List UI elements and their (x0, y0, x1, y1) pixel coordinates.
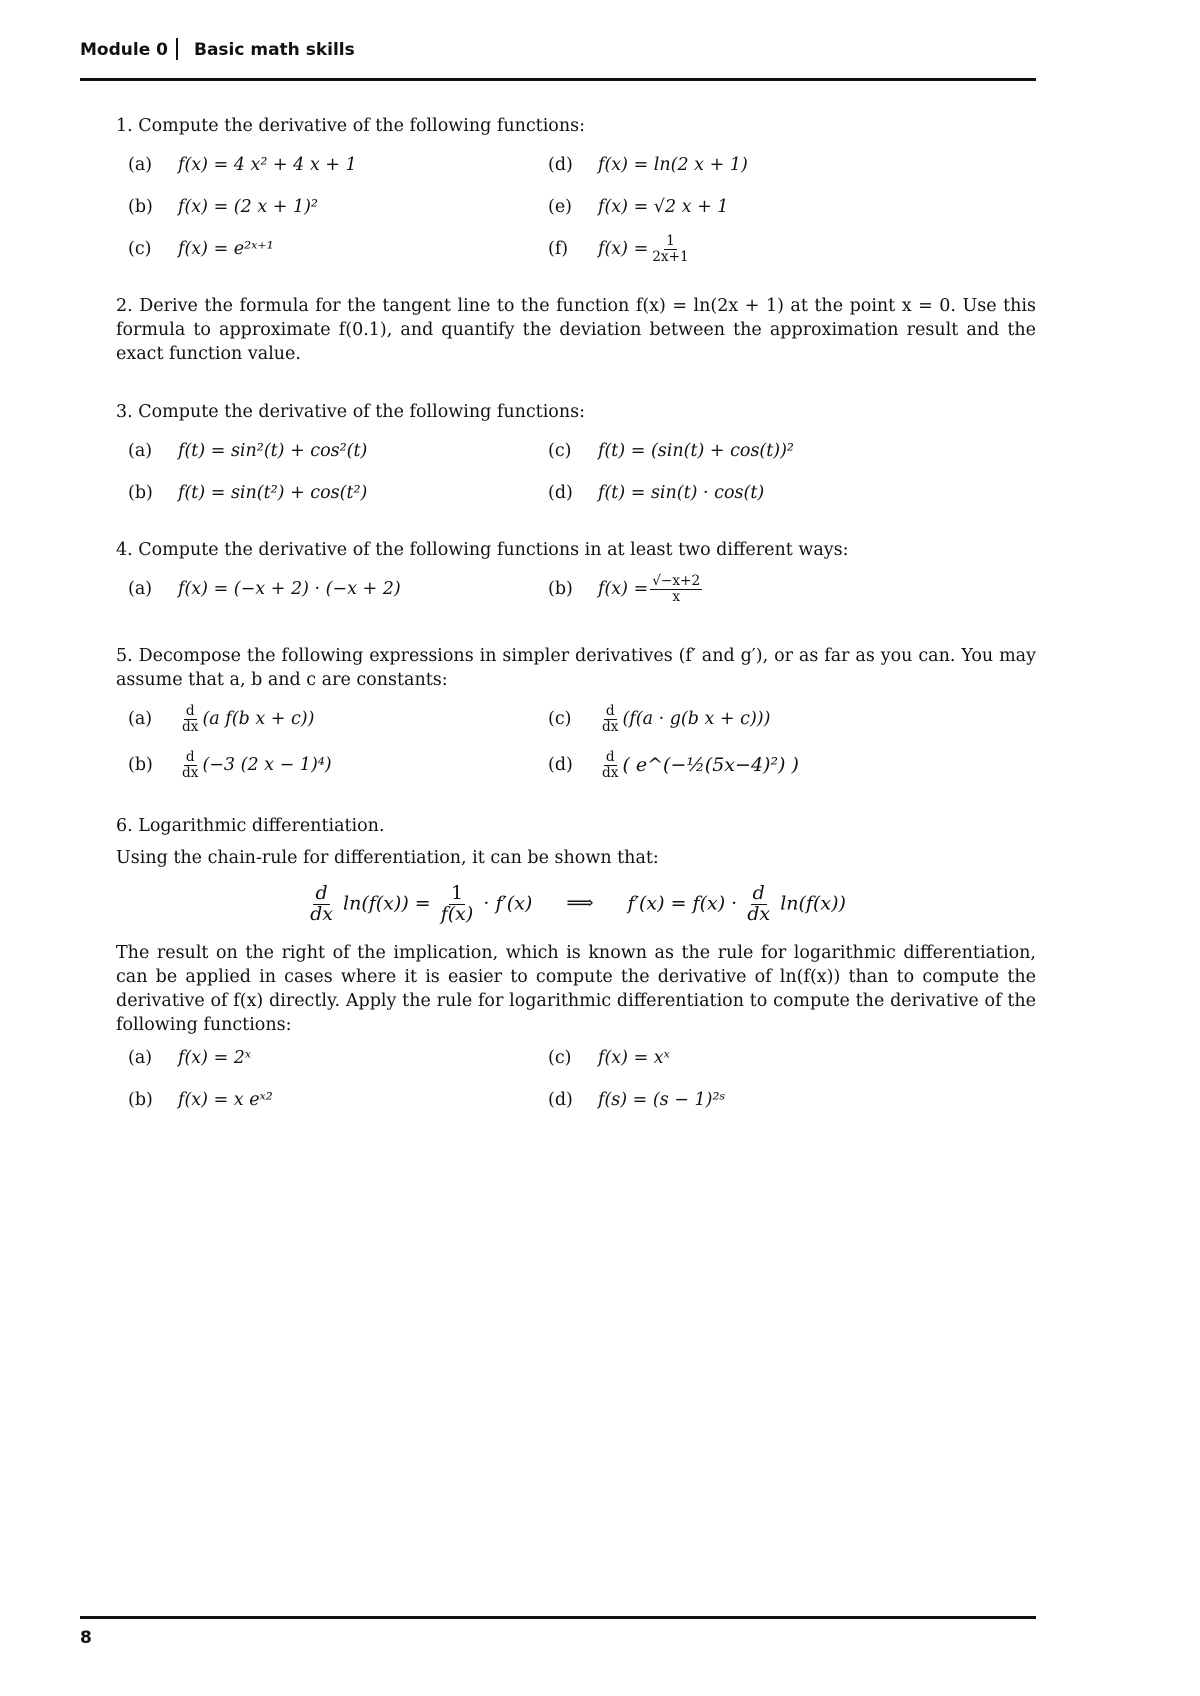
derivative-operator (600, 750, 620, 780)
list-item (128, 144, 548, 186)
section-title: Basic math skills (194, 40, 355, 60)
list-item (548, 698, 968, 740)
list-item (548, 186, 968, 228)
fraction-numerator: d (605, 703, 615, 720)
item-expression: f(x) = (−x + 2) · (−x + 2) (178, 579, 401, 599)
list-item (128, 698, 548, 740)
item-label: (d) (548, 755, 573, 775)
fraction-denominator: dx (182, 764, 199, 781)
item-label: (e) (548, 197, 573, 217)
fraction-denominator: 2x+1 (652, 248, 689, 265)
running-header (80, 36, 1036, 80)
display-equation (116, 884, 1036, 925)
question-1-items (128, 144, 1036, 270)
list-item (128, 568, 548, 610)
item-label: (f) (548, 239, 569, 259)
item-expression: f(t) = (sin(t) + cos(t))² (598, 441, 794, 461)
item-label: (c) (548, 1047, 572, 1068)
question-4-items (128, 568, 1036, 610)
fraction-numerator: d (605, 749, 615, 766)
item-label: (a) (128, 709, 153, 729)
item-expression: ( e^(−½(5x−4)²) ) (622, 754, 799, 776)
fraction-numerator: d (752, 882, 765, 904)
fraction-denominator: dx (747, 902, 771, 925)
item-label: (d) (548, 155, 573, 175)
list-item (128, 1079, 548, 1121)
item-expression: f(x) = 4 x² + 4 x + 1 (178, 155, 357, 175)
question-3-items (128, 430, 1036, 514)
item-label: (a) (128, 441, 153, 461)
item-expression: f(x) = xˣ (598, 1047, 670, 1068)
derivative-operator (600, 704, 620, 734)
item-label: (a) (128, 579, 153, 599)
footer-rule (80, 1616, 1036, 1619)
item-expression: (a f(b x + c)) (202, 709, 315, 729)
list-item (128, 430, 548, 472)
fraction-numerator: 1 (666, 233, 675, 250)
equation-term: ln(f(x)) (780, 892, 846, 915)
fraction (650, 574, 702, 604)
list-item (548, 740, 968, 790)
list-item (548, 472, 968, 514)
page-number: 8 (80, 1628, 92, 1648)
question-6-paragraph: The result on the right of the implication, which is known as the rule for logarithmic differentiation, can be applied in cases where it is easier to compute the derivative of ln(f(x)) than to compute the derivative of f(x) directly. Apply the rule for logarithmic differentiation to compute the derivative of the following functions: (116, 942, 1036, 1035)
module-label: Module 0 (80, 40, 168, 60)
item-expression: f(x) = e²ˣ⁺¹ (178, 239, 274, 259)
question-1-text: 1. Compute the derivative of the following functions: (116, 116, 585, 136)
header-separator (176, 38, 178, 60)
question-5-items (128, 698, 1036, 790)
fraction-numerator: d (185, 703, 195, 720)
list-item (548, 568, 968, 610)
question-1 (116, 114, 1036, 270)
item-expression: f(x) = √2 x + 1 (598, 197, 729, 217)
list-item (548, 144, 968, 186)
list-item (548, 430, 968, 472)
question-5-text: 5. Decompose the following expressions in simpler derivatives (f′ and g′), or as far as you can. You may assume that a, b and c are constants: (116, 646, 1036, 690)
list-item (128, 228, 548, 270)
item-label: (c) (128, 239, 152, 259)
fraction-numerator: d (315, 882, 328, 904)
item-label: (b) (128, 197, 153, 217)
item-expression: f(t) = sin(t) · cos(t) (598, 483, 765, 503)
question-2-text: 2. Derive the formula for the tangent line to the function f(x) = ln(2x + 1) at the point x = 0. Use this formula to approximate f(0.1), and quantify the deviation between the approximation result and the exact function value. (116, 296, 1036, 364)
implies-symbol: ⟹ (566, 892, 594, 915)
list-item (548, 1079, 968, 1121)
derivative-operator (180, 750, 200, 780)
item-label: (a) (128, 1047, 153, 1068)
fraction (439, 884, 476, 925)
fraction-denominator: x (672, 588, 681, 605)
item-expression: f(x) = (598, 579, 649, 599)
fraction-denominator: dx (602, 718, 619, 735)
fraction-numerator: 1 (450, 882, 464, 904)
question-2 (116, 294, 1036, 366)
equation-term: · f′(x) (483, 892, 533, 915)
question-6 (116, 814, 1036, 1121)
list-item (128, 186, 548, 228)
fraction-denominator: dx (182, 718, 199, 735)
item-label: (c) (548, 709, 572, 729)
equation-rhs: f′(x) = f(x) · (627, 892, 738, 915)
question-6-intro: Using the chain-rule for differentiation, it can be shown that: (116, 848, 659, 868)
question-4 (116, 538, 1036, 610)
list-item (128, 1037, 548, 1079)
question-3-text: 3. Compute the derivative of the following functions: (116, 402, 585, 422)
question-6-title: 6. Logarithmic differentiation. (116, 816, 385, 836)
item-expression: f(t) = sin²(t) + cos²(t) (178, 441, 368, 461)
equation-lhs: ln(f(x)) = (343, 892, 431, 915)
list-item (128, 472, 548, 514)
derivative-operator (180, 704, 200, 734)
fraction (650, 234, 690, 264)
header-rule (80, 78, 1036, 81)
question-4-text: 4. Compute the derivative of the following functions in at least two different ways: (116, 540, 849, 560)
derivative-operator (308, 884, 335, 925)
item-label: (d) (548, 483, 573, 503)
fraction-denominator: dx (310, 902, 333, 925)
item-label: (a) (128, 155, 153, 175)
exercise-content (116, 114, 1036, 1129)
fraction-denominator: f(x) (440, 902, 474, 925)
list-item (128, 740, 548, 790)
question-3 (116, 400, 1036, 514)
item-expression: f(x) = ln(2 x + 1) (598, 155, 748, 175)
fraction-numerator: √−x+2 (652, 573, 701, 590)
item-label: (b) (128, 1089, 153, 1110)
derivative-operator (745, 884, 772, 925)
item-expression: f(t) = sin(t²) + cos(t²) (178, 483, 368, 503)
item-expression: (f(a · g(b x + c))) (622, 709, 771, 729)
item-label: (c) (548, 441, 572, 461)
fraction-denominator: dx (602, 764, 619, 781)
list-item (548, 1037, 968, 1079)
question-5 (116, 644, 1036, 790)
item-expression: f(x) = (598, 239, 649, 259)
item-expression: f(x) = 2ˣ (178, 1047, 252, 1068)
fraction-numerator: d (185, 749, 195, 766)
item-label: (b) (128, 755, 153, 775)
list-item (548, 228, 968, 270)
item-expression: (−3 (2 x − 1)⁴) (202, 755, 332, 775)
item-label: (d) (548, 1089, 573, 1110)
question-6-items (128, 1037, 1036, 1121)
item-expression: f(x) = x eˣ² (178, 1089, 273, 1110)
item-expression: f(s) = (s − 1)²ˢ (598, 1089, 726, 1110)
item-expression: f(x) = (2 x + 1)² (178, 197, 318, 217)
item-label: (b) (128, 483, 153, 503)
item-label: (b) (548, 579, 573, 599)
